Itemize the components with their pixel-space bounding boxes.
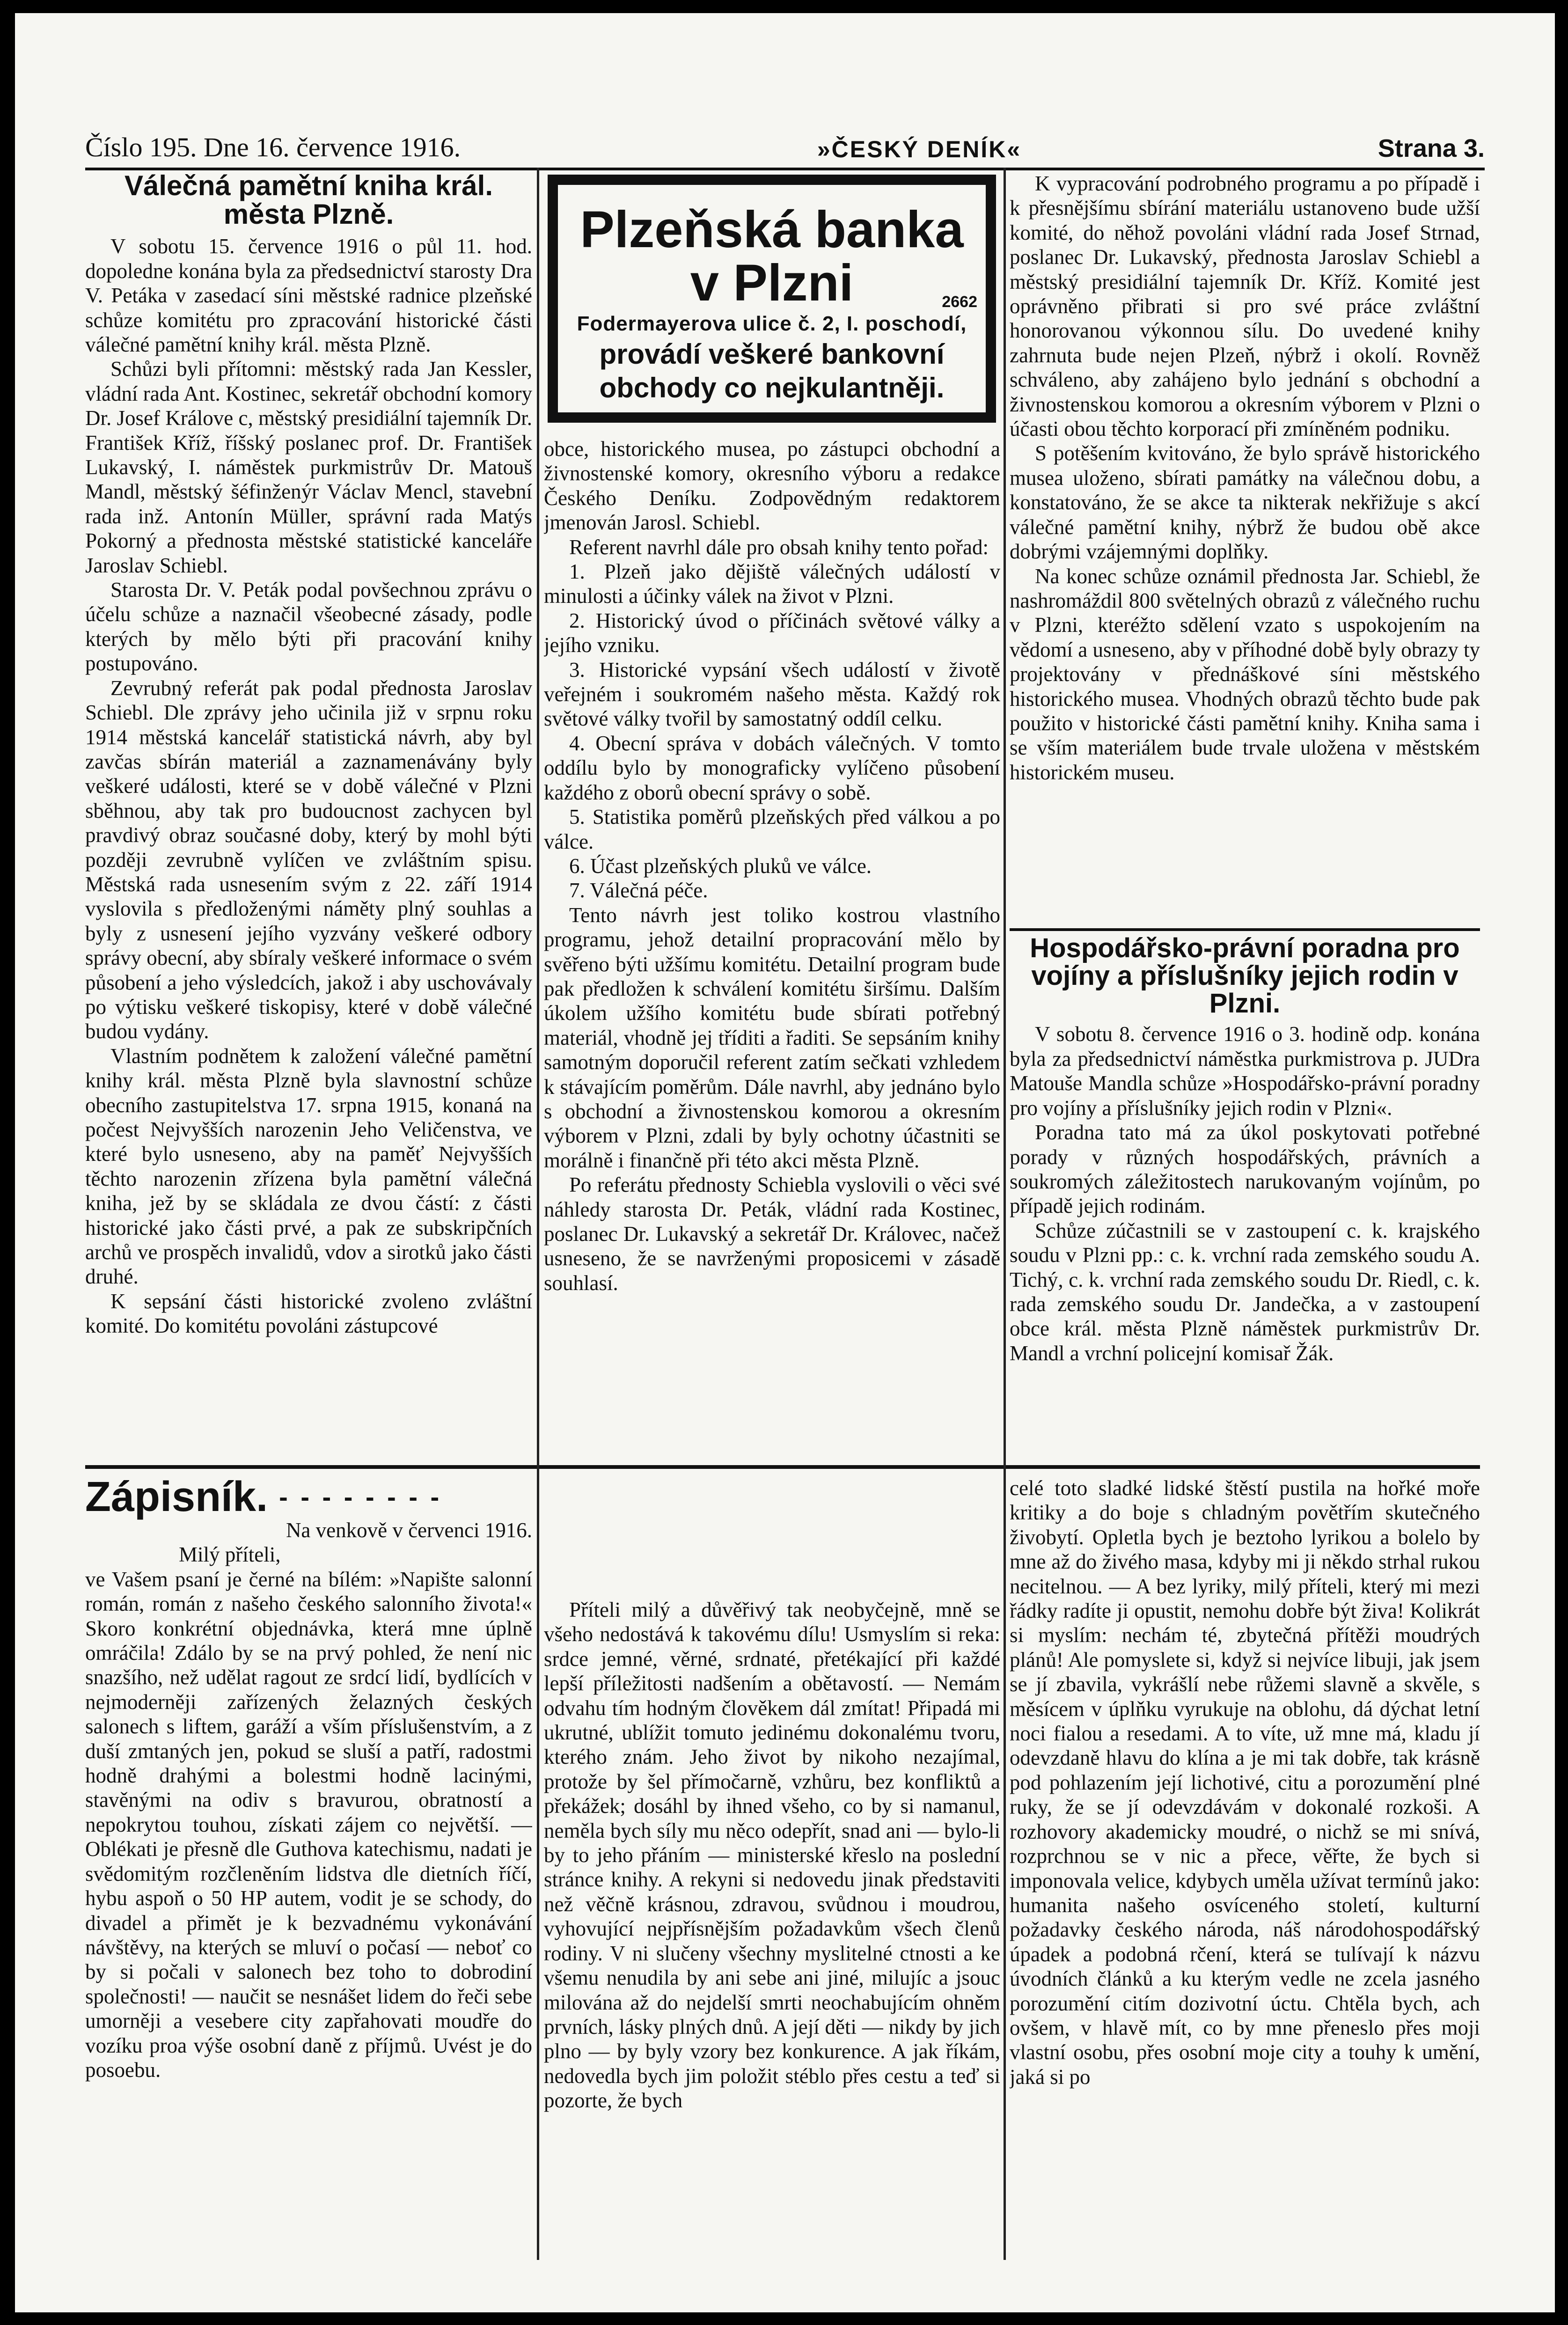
paragraph: Referent navrhl dále pro obsah knihy tento pořad: <box>569 535 989 559</box>
list-item-7: 7. Válečná péče. <box>569 879 708 902</box>
column-3-top <box>1010 171 1480 904</box>
paragraph: Příteli milý a důvěřivý tak neobyčejně, mně se všeho nedostává k takovému dílu! Usmyslím si reka: srdce jemné, věrné, srdnaté, přetékající při každé lepší příležitosti nadšením a obětavostí. — Nemám odvahu tím hodným člověkem dál zmítat! Připadá mi ukrutné, ublížit tomuto jedinému dokonalému tvoru, kterého znám. Jeho život by nikoho nezajímal, protože by šel přímočarně, vzhůru, bez konfliktů a překážek; dosáhl by ihned všeho, co by si namanul, neměla bych síly mu něco odepřít, snad ani — bylo-li by to jeho přáním — ministerské křeslo na poslední stránce knihy. A rekyni si nedovedu jinak představiti než věčně krásnou, zdravou, svůdnou i moudrou, vyhovující nejpřísnějším požadavkům všech členů rodiny. V ni slučeny všechny myslitelné ctnosti a ke všemu nenudila by ani sebe ani jiné, milujíc a jsouc milována až do nejdelší smrti neochabujícím ohněm prvních, lásky plných dnů. A její děti — nikdy by jich plno — by byly vzory bez konkurence. A jak říkám, nedovedla bych jim položit stéblo přes cestu a teď si pozorte, že bych <box>544 1598 1000 2112</box>
list-item-4: 4. Obecní správa v dobách válečných. V tomto oddílu bylo by monograficky vylíčeno působení každého z oborů obecní správy o sobě. <box>544 731 1000 804</box>
paragraph: Na konec schůze oznámil přednosta Jar. Schiebl, že nashromáždil 800 světelných obrazů z válečného ruchu v Plzni, kteréžto sdělení vzato s uspokojením na vědomí a usneseno, aby v příhodné době byly obrazy ty projektovány v přednáškové síni městského historického musea. Vhodných obrazů těchto bude pak použito v historické části pamětní knihy. Kniha sama i se vším materiálem bude trvale uložena v městském historickém museu. <box>1010 564 1480 784</box>
paragraph: Poradna tato má za úkol poskytovati potřebné porady v různých hospodářských, právních a soukromých záležitostech narukovaným vojínům, po případě jejich rodinám. <box>1010 1121 1480 1218</box>
paragraph: Starosta Dr. V. Peták podal povšechnou zprávu o účelu schůze a naznačil všeobecné zásady, podle kterých by mělo býti při pracování knihy postupováno. <box>85 578 532 675</box>
headline-valecna-kniha: Válečná pamětní kniha král. města Plzně. <box>124 171 493 230</box>
column-1-top <box>85 171 532 1459</box>
paragraph: Vlastním podnětem k založení válečné pamětní knihy král. města Plzně byla slavnostní schůze obecního zastupitelstva 17. srpna 1915, konaná na počest Nejvyšších narozenin Jeho Veličenstva, ve které bylo usneseno, aby na paměť Nejvyšších těchto narozenin zřízena byla pamětní válečná kniha, jež by se skládala ze dvou částí: z části historické jako části prvé, a pak ze subskripčních archů ve prospěch invalidů, vdov a sirotků jako části druhé. <box>85 1044 532 1289</box>
ad-address: Fodermayerova ulice č. 2, I. poschodí, <box>577 312 967 335</box>
page-number: Strana 3. <box>1377 134 1485 162</box>
zapisnik-column-3 <box>1010 1476 1480 2234</box>
section-divider <box>1010 928 1480 931</box>
column-2-top <box>544 437 1000 1457</box>
zapisnik-column-1 <box>85 1476 532 2234</box>
paragraph: K vypracování podrobného programu a po případě i k přesnějšímu sbírání materiálu ustanoveno bude užší komité, do něhož povoláni vládní rada Josef Strnad, poslanec Dr. Lukavský, přednosta Jaroslav Schiebl a městský presidiální tajemník Dr. Kříž. Komité jest oprávněno přibrati si pro své práce zvláštní honorovanou výkonnou sílu. Do uvedené knihy zahrnuta bude nejen Plzeň, nýbrž i okolí. Rovněž schváleno, aby zahájeno bylo jednání s obchodní a živnostenskou komorou a okresním výborem v Plzni o účasti obou těchto korporací při zmíněném podniku. <box>1010 172 1480 441</box>
newspaper-page <box>15 13 1555 2312</box>
paragraph: Po referátu přednosty Schiebla vyslovili o věci své náhledy starosta Dr. Peták, vládní rada Kostinec, poslanec Dr. Lukavský a sekretář Dr. Královec, načež usneseno, že se navrženými proposicemi v zásadě souhlasí. <box>544 1173 1000 1295</box>
masthead: »ČESKÝ DENÍK« <box>817 136 1022 162</box>
column-rule <box>1004 168 1006 2260</box>
paragraph: Tento návrh jest toliko kostrou vlastního programu, jehož detailní propracování mělo by svěřeno býti užšímu komitétu. Detailní program bude pak předložen k schválení komitétu širšímu. Dalším úkolem užšího komitétu bude sbírati potřebný materiál, vhodně jej tříditi a řaditi. Se sepsáním knihy samotným doporučil referent zatím sečkati vzhledem k stávajícím poměrům. Dále navrhl, aby jednáno bylo s obchodní a živnostenskou komorou a okresním výborem v Plzni, zdali by byly ochotny účastniti se morálně i finančně při této akci města Plzně. <box>544 903 1000 1172</box>
paragraph: S potěšením kvitováno, že bylo správě historického musea uloženo, sbírati památky na válečnou dobu, a konstatováno, že se akce ta nikterak nekřižuje s akcí válečné pamětní knihy, nýbrž že budou obě akce dobrými vzájemnými doplňky. <box>1010 441 1480 564</box>
list-item-5: 5. Statistika poměrů plzeňských před válkou a po válce. <box>544 805 1000 853</box>
paragraph: ve Vašem psaní je černé na bílém: »Napište salonní román, román z našeho českého salonního života!« Skoro konkrétní objednávka, která mne úplně omráčila! Zdálo by se na prvý pohled, že není nic snazšího, než udělat ragout ze srdcí lidí, bydlících v nejmoderněji zařízených želazných českých salonech s liftem, garáží a vším příslušenstvím, a z duší zmtaných jen, pokud se sluší a patří, radostmi hodně drahými a bolestmi hodně lacinými, stavěnými na odiv s bravurou, obratností a nepokrytou touhou, získati zájem co největší. — Oblékati je přesně dle Guthova katechismu, nadati je svědomitým rozčleněním lidstva dle dietních říčí, hybu aspoň o 50 HP autem, vodit je se schody, do divadel a přimět je k bezvadnému vykonávání návštěvy, na kterých se mluví o počasí — neboť co by si počali v salonech bez toho to dobrodiní společnosti! — naučit se nesnášet lidem do řeči sebe umorněji a vesebere city zapřahovati moudře do vozíku proa výše osobní daně z příjmů. Uvést je do posoebu. <box>85 1567 532 2082</box>
paragraph: V sobotu 15. července 1916 o půl 11. hod. dopoledne konána byla za předsednictví starosty Dra V. Petáka v zasedací síni městské radnice plzeňské schůze komitétu pro zpracování historické části válečné pamětní knihy král. města Plzně. <box>85 235 532 356</box>
list-item-1: 1. Plzeň jako dějiště válečných událostí v minulosti a účinky válek na život v Plzni. <box>544 560 1000 608</box>
issue-date: Číslo 195. Dne 16. července 1916. <box>85 132 461 162</box>
ad-city <box>558 256 986 310</box>
list-item-2: 2. Historický úvod o příčinách světové války a jejího vzniku. <box>544 609 1000 657</box>
paragraph: Schůze zúčastnili se v zastoupení c. k. krajského soudu v Plzni pp.: c. k. vrchní rada zemského soudu A. Tichý, c. k. vrchní rada zemského soudu Dr. Riedl, c. k. rada zemského soudu Dr. Jandečka, a v zastoupení obce král. města Plzně náměstek purkmistrův Dr. Mandl a vrchní policejní komisař Žák. <box>1010 1218 1480 1365</box>
zapisnik-divider <box>85 1465 1480 1469</box>
paragraph: K sepsání části historické zvoleno zvláštní komité. Do komitétu povoláni zástupcové <box>85 1289 532 1338</box>
list-item-6: 6. Účast plzeňských pluků ve válce. <box>569 854 872 878</box>
bank-advertisement <box>548 175 996 423</box>
zapisnik-title: Zápisník. <box>85 1476 268 1520</box>
page-header <box>85 121 1485 170</box>
ad-city-text: v Plzni <box>690 254 854 312</box>
ad-bank-name: Plzeňská banka <box>580 201 964 258</box>
column-3-poradna <box>1010 934 1480 1459</box>
paragraph: Zevrubný referát pak podal přednosta Jaroslav Schiebl. Dle zprávy jeho učinila již v srpnu roku 1914 městská kancelář statistická návrh, aby byl zavčas sbírán materiál a zaznamenávány byly veškeré události, které se v době válečné v Plzni sběhnou, aby tak pro budoucnost zachycen byl pravdivý obraz současné doby, který by mohl býti později zevrubně vylíčen ve zvláštním spisu. Městská rada usnesením svým z 22. září 1914 vyslovila s předloženými náměty plný souhlas a byly z usnesení jejího vyzvány veškeré odbory správy obecní, aby sbíraly veškeré informace o svém působení a jeho výsledcích, jakož i aby uschovávaly po výtisku veškeré tiskopisy, které v době válečné budou vydány. <box>85 676 532 1043</box>
zapisnik-column-2 <box>544 1598 1000 2234</box>
zapisnik-greeting: Milý příteli, <box>179 1543 281 1567</box>
zapisnik-place: Na venkově v červenci 1916. <box>286 1518 532 1542</box>
paragraph: Schůzi byli přítomni: městský rada Jan Kessler, vládní rada Ant. Kostinec, sekretář obchodní komory Dr. Josef Králove c, městský presidiální tajemník Dr. František Kříž, říšský poslanec prof. Dr. František Lukavský, I. náměstek purkmistrův Dr. Matouš Mandl, městský šéfinženýr Václav Mencl, stavební rada inž. Antonín Müller, správní rada Matýs Pokorný a přednosta městské statistické kanceláře Jaroslav Schiebl. <box>85 357 532 577</box>
paragraph: V sobotu 8. července 1916 o 3. hodině odp. konána byla za předsednictví náměstka purkmistrova p. JUDra Matouše Mandla schůze »Hospodářsko-právní poradny pro vojíny a příslušníky jejich rodin v Plzni«. <box>1010 1022 1480 1120</box>
headline-poradna: Hospodářsko-právní poradna pro vojíny a příslušníky jejich rodin v Plzni. <box>1030 934 1460 1019</box>
paragraph: obce, historického musea, po zástupci obchodní a živnostenské komory, okresního výboru a redakce Českého Deníku. Zodpovědným redaktorem jmenován Jarosl. Schiebl. <box>544 437 1000 535</box>
list-item-3: 3. Historické vypsání všech událostí v životě veřejném i soukromém našeho města. Každý rok světové války tvořil by samostatný oddíl celku. <box>544 658 1000 731</box>
zapisnik-heading <box>85 1476 532 1518</box>
ad-code: 2662 <box>942 293 977 311</box>
paragraph: celé toto sladké lidské štěstí pustila na hořké moře kritiky a do boje s chladným povětřím skutečného živobytí. Opletla bych je beztoho lyrikou a bolelo by mne až do živého masa, kdyby mi ji někdo strhal rukou necitelnou. — A bez lyriky, milý příteli, který mi mezi řádky radíte ji opustit, nemohu dobře být živa! Kolikrát si myslím: nechám té, zbytečná přítěži moudrých plánů! Ale pomyslete si, když si nejvíce libuji, jak jsem se jí zbavila, vykrášlí nebe růžemi slavně a skvěle, s měsícem v úplňku vyrukuje na oblohu, dá dýchat letní noci fialou a resedami. A to víte, už mne má, kladu jí odevzdaně hlavu do klína a je mi tak dobře, tak krásně pod pohlazením její lichotivé, citu a porozumění plné ruky, že se jí odevzdávám v dokonalé rozkoši. A rozhovory akademicky moudré, o nichž se mi snívá, rozprchnou se v nic a přece, věřte, že bych si imponovala velice, kdybych uměla užívat termínů jako: humanita našeho osvíceného století, kulturní požadavky českého národa, náš národohospodářský úpadek a podobná rčení, která se tulívají k názvu úvodních článků a ku kterým vedle ne zcela jasného porozumění citím dozivotní úctu. Chtěla bych, ach ovšem, v hlavě mít, co by mne přeneslo přes moji vlastní osobu, přes osobní moje city a touhy k umění, jaká si po <box>1010 1476 1480 2089</box>
ad-slogan: provádí veškeré bankovní obchody co nejkulantněji. <box>599 338 945 403</box>
zapisnik-dashes: - - - - - - - - <box>279 1482 442 1511</box>
column-rule <box>537 168 539 2260</box>
